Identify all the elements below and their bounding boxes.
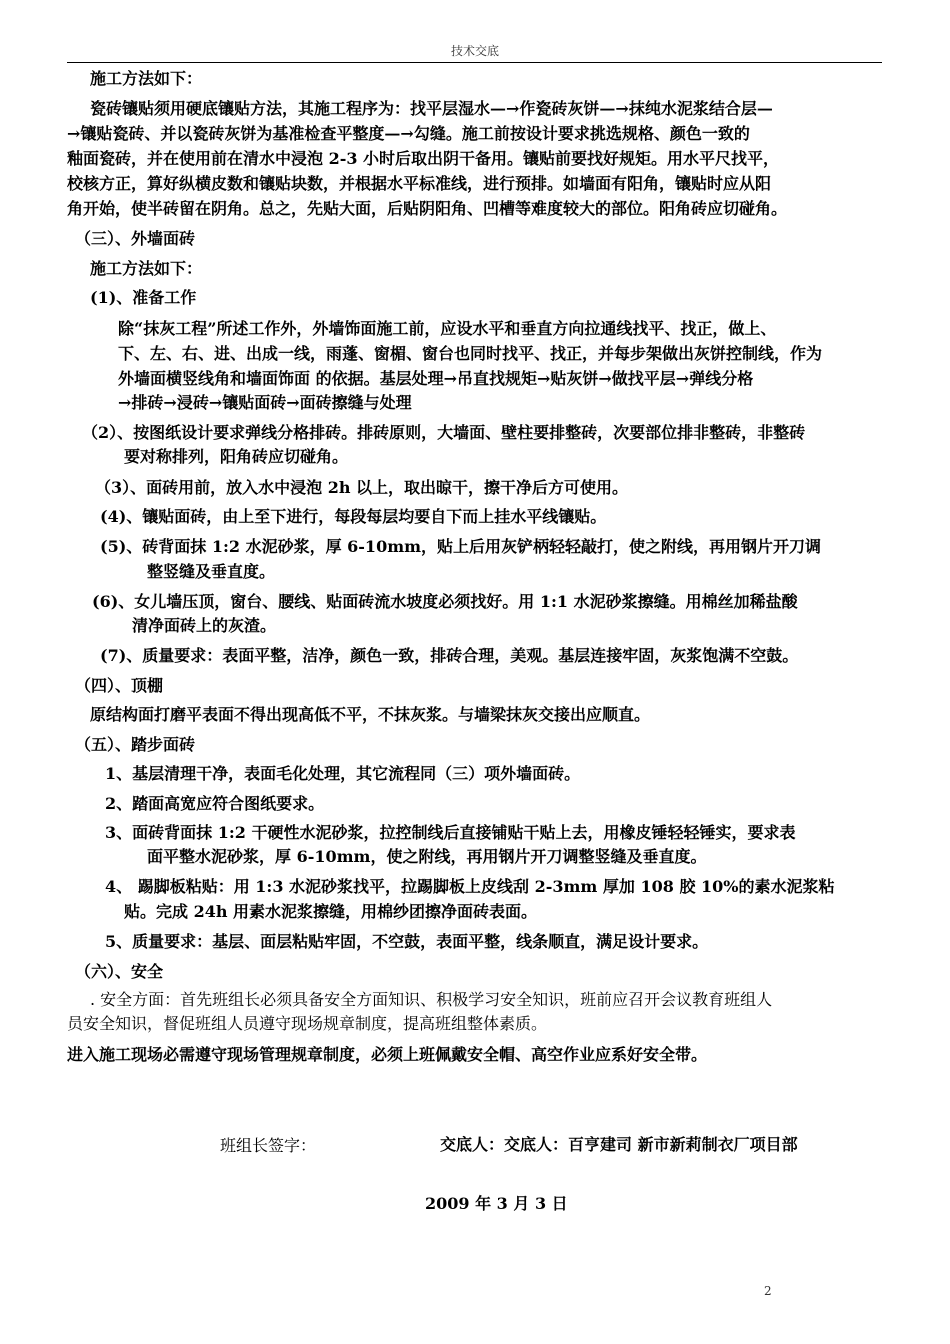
issuer-label: 交底人：交底人：百亨建司 新市新莉制衣厂项目部: [440, 1135, 798, 1154]
paragraph-line: →排砖→浸砖→镶贴面砖→面砖擦缝与处理: [118, 393, 412, 412]
subsection-heading: (1)、准备工作: [90, 288, 197, 307]
paragraph-line: . 安全方面：首先班组长必须具备安全方面知识、积极学习安全知识，班前应召开会议教育班组人: [90, 990, 773, 1009]
paragraph-line: 角开始，使半砖留在阴角。总之，先贴大面，后贴阴阳角、凹槽等难度较大的部位。阳角砖应切碰角。: [67, 199, 788, 218]
list-item: 1、基层清理干净，表面毛化处理，其它流程同（三）项外墙面砖。: [105, 764, 581, 783]
list-item: 2、踏面高宽应符合图纸要求。: [105, 794, 325, 813]
document-date: 2009 年 3 月 3 日: [425, 1194, 568, 1213]
list-item-continuation: 面平整水泥砂浆，厚 6-10mm，使之附线，再用钢片开刀调整竖缝及垂直度。: [147, 847, 707, 866]
paragraph-line: 校核方正，算好纵横皮数和镶贴块数，并根据水平标准线，进行预排。如墙面有阳角，镶贴时应从阳: [67, 174, 772, 193]
list-item: (6)、女儿墙压顶，窗台、腰线、贴面砖流水坡度必须找好。用 1:1 水泥砂浆擦缝。用棉丝加稀盐酸: [92, 592, 798, 611]
paragraph-line: 原结构面打磨平表面不得出现高低不平，不抹灰浆。与墙梁抹灰交接出应顺直。: [90, 705, 651, 724]
section-heading-6: （六）、安全: [75, 962, 164, 981]
list-item: 5、质量要求：基层、面层粘贴牢固，不空鼓，表面平整，线条顺直，满足设计要求。: [105, 932, 709, 951]
list-item: (5)、砖背面抹 1:2 水泥砂浆，厚 6-10mm，贴上后用灰铲柄轻轻敲打，使之附线，再用钢片开刀调: [100, 537, 822, 556]
list-item-continuation: 整竖缝及垂直度。: [147, 562, 276, 581]
method-heading: 施工方法如下：: [90, 259, 203, 278]
paragraph-line: 外墙面横竖线角和墙面饰面 的依据。基层处理→吊直找规矩→贴灰饼→做找平层→弹线分格: [118, 369, 754, 388]
paragraph-line: 下、左、右、进、出成一线，雨蓬、窗楣、窗台也同时找平、找正，并每步架做出灰饼控制线，作为: [118, 344, 823, 363]
paragraph-line: 除“抹灰工程”所述工作外，外墙饰面施工前，应设水平和垂直方向拉通线找平、找正，做上、: [118, 319, 777, 338]
list-item: (7)、质量要求：表面平整，洁净，颜色一致，排砖合理，美观。基层连接牢固，灰浆饱满不空鼓。: [100, 646, 799, 665]
method-heading: 施工方法如下：: [90, 69, 203, 88]
list-item-continuation: 贴。完成 24h 用素水泥浆擦缝，用棉纱团擦净面砖表面。: [124, 902, 538, 921]
page-header: 技术交底: [450, 44, 499, 58]
paragraph-line: →镶贴瓷砖、并以瓷砖灰饼为基准检查平整度—→勾缝。施工前按设计要求挑选规格、颜色一致的: [67, 124, 750, 143]
list-item-continuation: 要对称排列，阳角砖应切碰角。: [124, 447, 349, 466]
section-heading-3: （三）、外墙面砖: [75, 229, 196, 248]
leader-signature-label: 班组长签字：: [220, 1136, 317, 1155]
list-item: （3）、面砖用前，放入水中浸泡 2h 以上，取出晾干，擦干净后方可使用。: [95, 478, 629, 497]
header-divider: [67, 62, 882, 63]
list-item: (4)、镶贴面砖，由上至下进行，每段每层均要自下而上挂水平线镶贴。: [100, 507, 607, 526]
section-heading-4: （四）、顶棚: [75, 676, 164, 695]
paragraph-line: 瓷砖镶贴须用硬底镶贴方法，其施工程序为：找平层湿水—→作瓷砖灰饼—→抹纯水泥浆结合层—: [90, 99, 773, 118]
paragraph-line: 员安全知识，督促班组人员遵守现场规章制度，提高班组整体素质。: [67, 1014, 548, 1033]
list-item: （2）、按图纸设计要求弹线分格排砖。排砖原则，大墙面、壁柱要排整砖，次要部位排非整砖，非整砖: [82, 423, 806, 442]
list-item: 3、面砖背面抹 1:2 干硬性水泥砂浆，拉控制线后直接铺贴干贴上去，用橡皮锤轻轻锤实，要求表: [105, 823, 796, 842]
paragraph-line: 釉面瓷砖，并在使用前在清水中浸泡 2-3 小时后取出阴干备用。镶贴前要找好规矩。用水平尺找平，: [67, 149, 780, 168]
paragraph-line: 进入施工现场必需遵守现场管理规章制度，必须上班佩戴安全帽、高空作业应系好安全带。: [67, 1045, 708, 1064]
list-item-continuation: 清净面砖上的灰渣。: [132, 616, 277, 635]
page-number: 2: [764, 1284, 772, 1298]
list-item: 4、 踢脚板粘贴：用 1:3 水泥砂浆找平，拉踢脚板上皮线刮 2-3mm 厚加 108 胶 10%的素水泥浆粘: [105, 877, 835, 896]
section-heading-5: （五）、踏步面砖: [75, 735, 196, 754]
